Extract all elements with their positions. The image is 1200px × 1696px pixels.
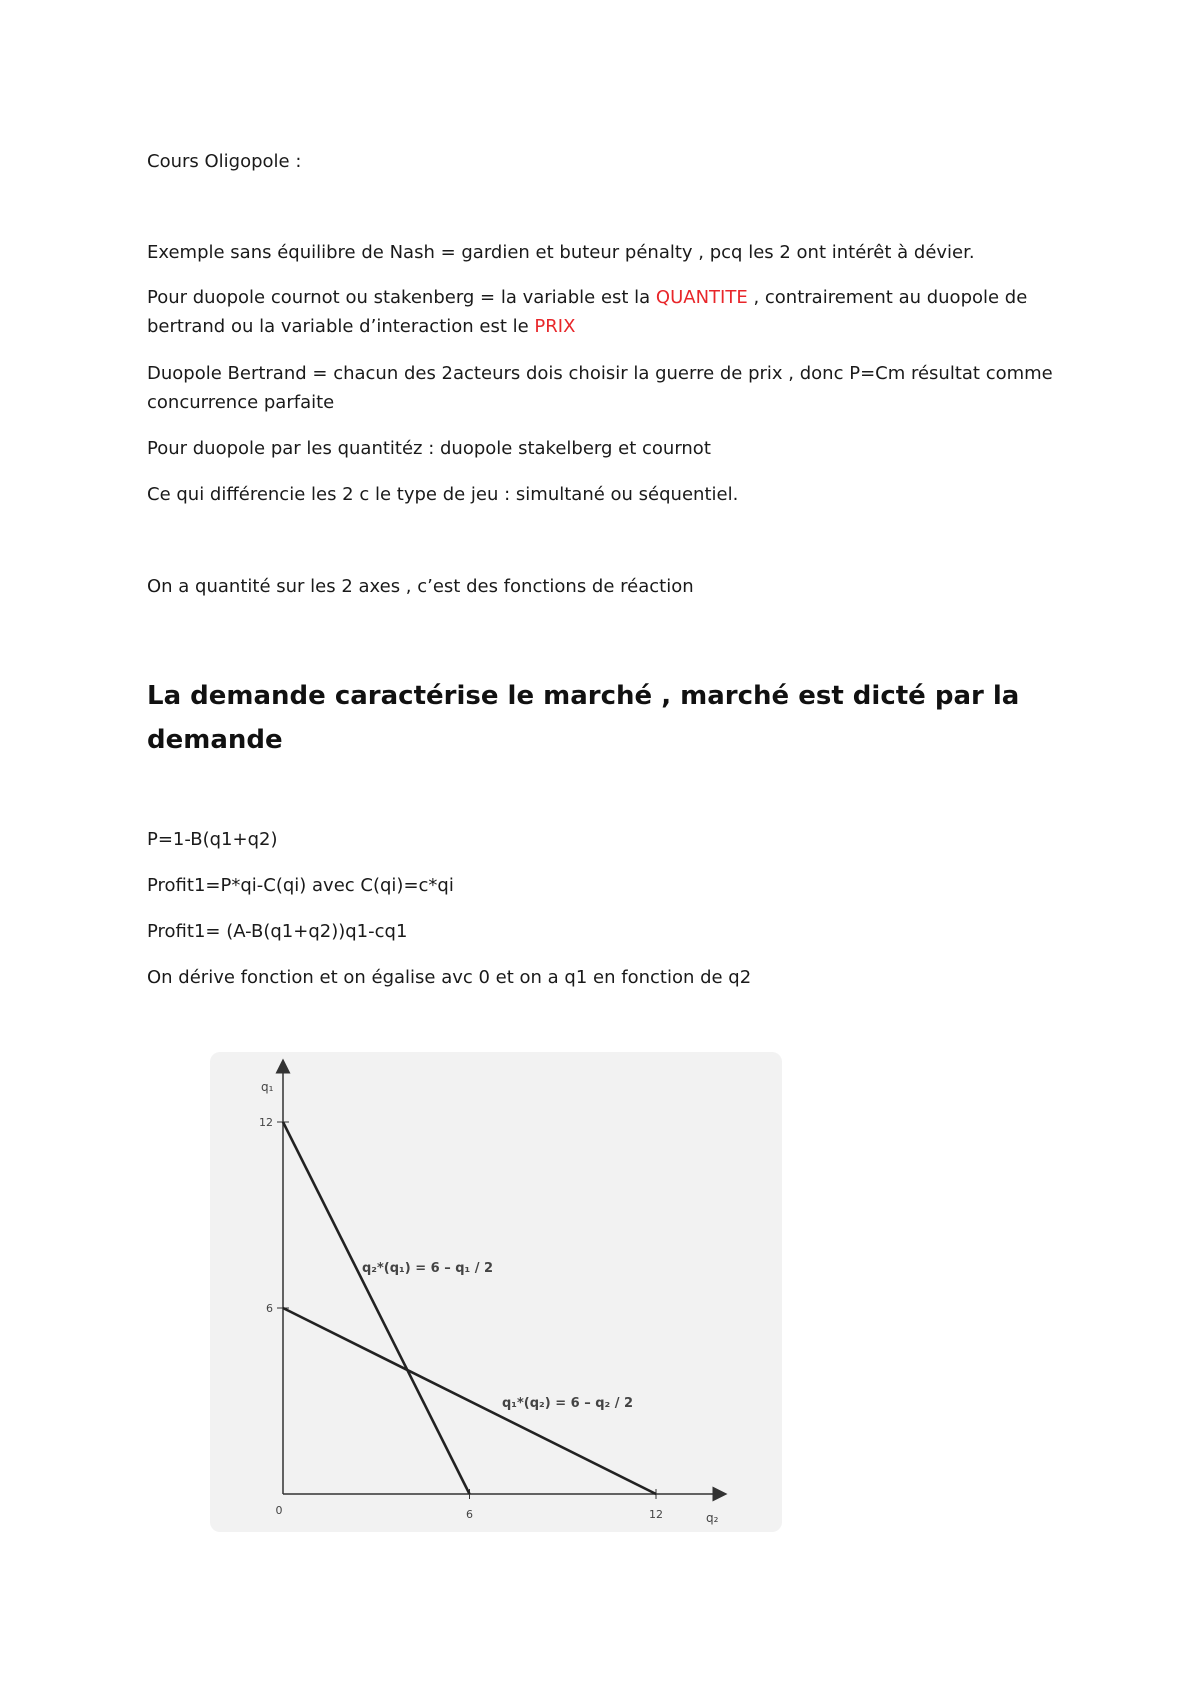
text: Pour duopole cournot ou stakenberg = la variable est la: [147, 287, 656, 308]
x-tick-label: 12: [649, 1508, 663, 1521]
heading-line1: La demande caractérise le marché , marché est dicté par la: [147, 681, 1020, 711]
reaction-functions-chart: [210, 1052, 782, 1532]
text: , contrairement au duopole de: [747, 287, 1028, 308]
y-tick-label: 12: [259, 1116, 273, 1129]
series-line-1: [283, 1122, 470, 1494]
paragraph-type-de-jeu: Ce qui différencie les 2 c le type de jeu : simultané ou séquentiel.: [147, 484, 739, 505]
equation-profit-expanded: Profit1= (A-B(q1+q2))q1-cq1: [147, 921, 408, 942]
chart-series: [283, 1122, 656, 1494]
paragraph-axes: On a quantité sur les 2 axes , c’est des fonctions de réaction: [147, 576, 694, 597]
highlight-quantite: QUANTITE: [655, 287, 748, 308]
doc-title: Cours Oligopole :: [147, 151, 302, 172]
paragraph-derivation: On dérive fonction et on égalise avc 0 et on a q1 en fonction de q2: [147, 967, 752, 988]
paragraph-nash: Exemple sans équilibre de Nash = gardien et buteur pénalty , pcq les 2 ont intérêt à dévier.: [147, 242, 975, 263]
paragraph-cournot-line1: [147, 283, 1067, 312]
paragraph-quantites: Pour duopole par les quantitéz : duopole stakelberg et cournot: [147, 438, 711, 459]
series-label-2: q₁*(q₂) = 6 – q₂ / 2: [502, 1396, 634, 1411]
series-label-1: q₂*(q₁) = 6 – q₁ / 2: [362, 1261, 494, 1276]
paragraph-bertrand-line2: concurrence parfaite: [147, 392, 335, 413]
equation-profit: Profit1=P*qi-C(qi) avec C(qi)=c*qi: [147, 875, 454, 896]
heading-line2: demande: [147, 725, 283, 755]
y-axis-label: q₁: [261, 1080, 274, 1094]
x-tick-label: 6: [466, 1508, 473, 1521]
highlight-prix: PRIX: [534, 316, 576, 337]
origin-label: 0: [275, 1504, 283, 1517]
text: bertrand ou la variable d’interaction est le: [147, 316, 535, 337]
equation-demand: P=1-B(q1+q2): [147, 829, 278, 850]
y-tick-label: 6: [266, 1302, 273, 1315]
x-axis-label: q₂: [706, 1511, 719, 1525]
chart-axes: [277, 1066, 720, 1499]
paragraph-cournot-line2: [147, 312, 1067, 341]
chart-svg: [210, 1052, 782, 1532]
paragraph-bertrand-line1: Duopole Bertrand = chacun des 2acteurs dois choisir la guerre de prix , donc P=Cm résultat comme: [147, 363, 1053, 384]
chart-labels: [259, 1080, 719, 1525]
